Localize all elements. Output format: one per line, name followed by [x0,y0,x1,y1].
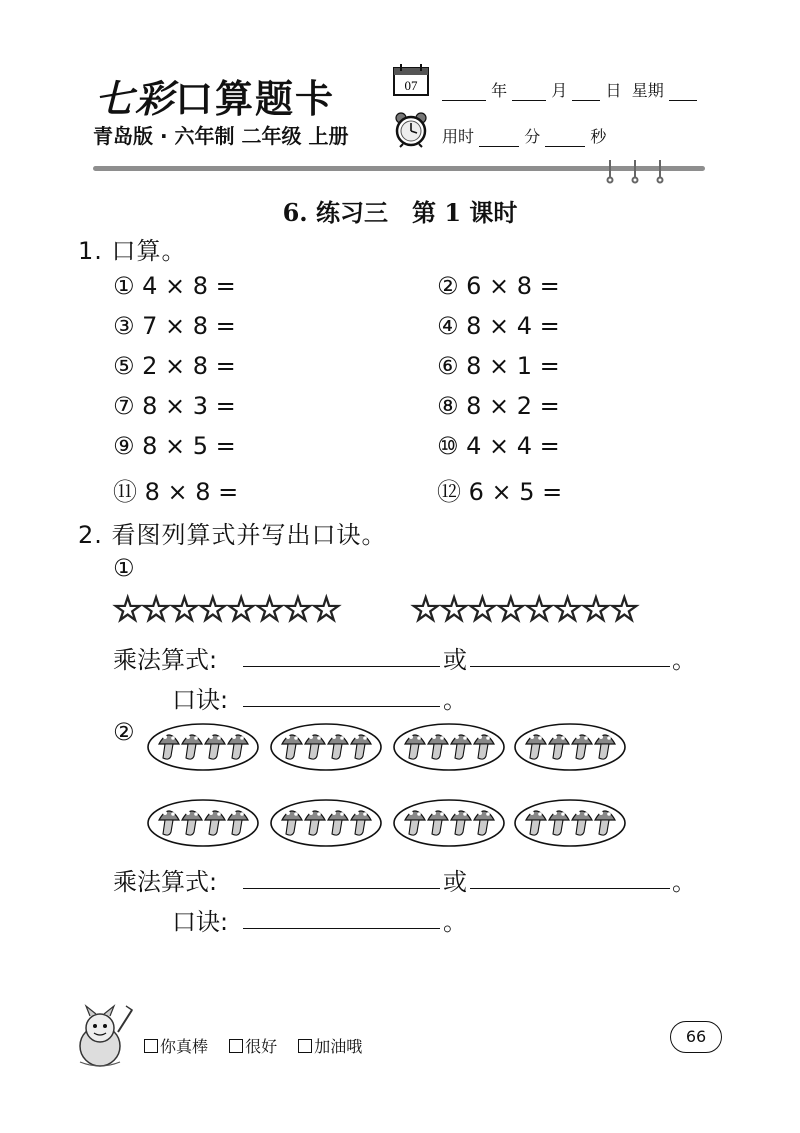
rhyme-label-1: 口诀: [172,686,229,714]
problem-12[interactable]: ⑫ 6 × 5 = [437,478,563,506]
checkbox-great[interactable] [144,1039,158,1053]
ring-binder-icon [600,158,680,184]
problem-8[interactable]: ⑧ 8 × 2 = [437,392,560,420]
end-mark-1: 。 [672,646,696,674]
rating-good[interactable] [229,1037,277,1056]
star-group-2: ☆☆☆☆☆☆☆☆ [410,590,638,630]
part1-marker: ① [113,554,135,582]
mult-label-1: 乘法算式: [113,646,218,674]
rating-great[interactable] [144,1037,208,1056]
rating-great-label: 你真棒 [160,1037,209,1056]
mult-answer-1b[interactable] [470,666,670,667]
rating-try-label: 加油哦 [314,1037,363,1056]
day-label: 日 [605,81,622,100]
or-label-2: 或 [443,868,467,896]
mult-answer-1a[interactable] [243,666,440,667]
problem-1[interactable]: ① 4 × 8 = [113,272,236,300]
rhyme-label-2: 口诀: [172,908,229,936]
rhyme-answer-1[interactable] [243,706,440,707]
mult-answer-2b[interactable] [470,888,670,889]
week-label: 星期 [631,81,664,100]
problem-3[interactable]: ③ 7 × 8 = [113,312,236,340]
month-label: 月 [551,81,568,100]
brand-rest: 口算题卡 [175,76,336,121]
section1-heading: 1. 口算。 [78,237,187,265]
rhyme-answer-2[interactable] [243,928,440,929]
problem-2[interactable]: ② 6 × 8 = [437,272,560,300]
star-group-1: ☆☆☆☆☆☆☆☆ [112,590,340,630]
self-rating [144,1034,378,1057]
date-line [442,78,697,101]
week-blank[interactable] [669,86,697,101]
calendar-number: 07 [404,78,418,93]
end-mark-2: 。 [672,868,696,896]
mushroom-oval-3 [392,722,506,772]
edition-label: 青岛版 · 六年制 二年级 上册 [93,124,349,148]
problem-4[interactable]: ④ 8 × 4 = [437,312,560,340]
calendar-icon [392,63,430,97]
mushroom-oval-1 [146,722,260,772]
mushroom-oval-4 [513,722,627,772]
brand-qi: 七彩 [95,76,176,121]
lesson-title: 6. 练习三 第 1 课时 [282,198,518,227]
seconds-label: 秒 [590,127,607,146]
mushroom-oval-6 [269,798,383,848]
problem-5[interactable]: ⑤ 2 × 8 = [113,352,236,380]
problem-9[interactable]: ⑨ 8 × 5 = [113,432,236,460]
minutes-label: 分 [524,127,541,146]
page-number: 66 [670,1021,722,1053]
problem-7[interactable]: ⑦ 8 × 3 = [113,392,236,420]
problem-6[interactable]: ⑥ 8 × 1 = [437,352,560,380]
alarm-clock-icon [394,112,428,148]
problem-11[interactable]: ⑪ 8 × 8 = [113,478,239,506]
problem-10[interactable]: ⑩ 4 × 4 = [437,432,560,460]
day-blank[interactable] [572,86,600,101]
mult-label-2: 乘法算式: [113,868,218,896]
rhyme-end-mark-1: 。 [443,686,467,714]
mushroom-oval-5 [146,798,260,848]
minutes-blank[interactable] [479,132,519,147]
month-blank[interactable] [512,86,546,101]
brand-title [95,68,335,123]
mushroom-oval-2 [269,722,383,772]
mascot-icon [70,1002,136,1070]
or-label-1: 或 [443,646,467,674]
mushroom-oval-8 [513,798,627,848]
mushroom-oval-7 [392,798,506,848]
seconds-blank[interactable] [545,132,585,147]
rating-try[interactable] [298,1037,362,1056]
checkbox-try[interactable] [298,1039,312,1053]
year-blank[interactable] [442,86,486,101]
mult-answer-2a[interactable] [243,888,440,889]
time-label: 用时 [442,127,475,146]
section2-heading: 2. 看图列算式并写出口诀。 [78,521,387,549]
year-label: 年 [491,81,508,100]
time-line [442,124,606,147]
rhyme-end-mark-2: 。 [443,908,467,936]
checkbox-good[interactable] [229,1039,243,1053]
part2-marker: ② [113,718,135,746]
rating-good-label: 很好 [245,1037,278,1056]
